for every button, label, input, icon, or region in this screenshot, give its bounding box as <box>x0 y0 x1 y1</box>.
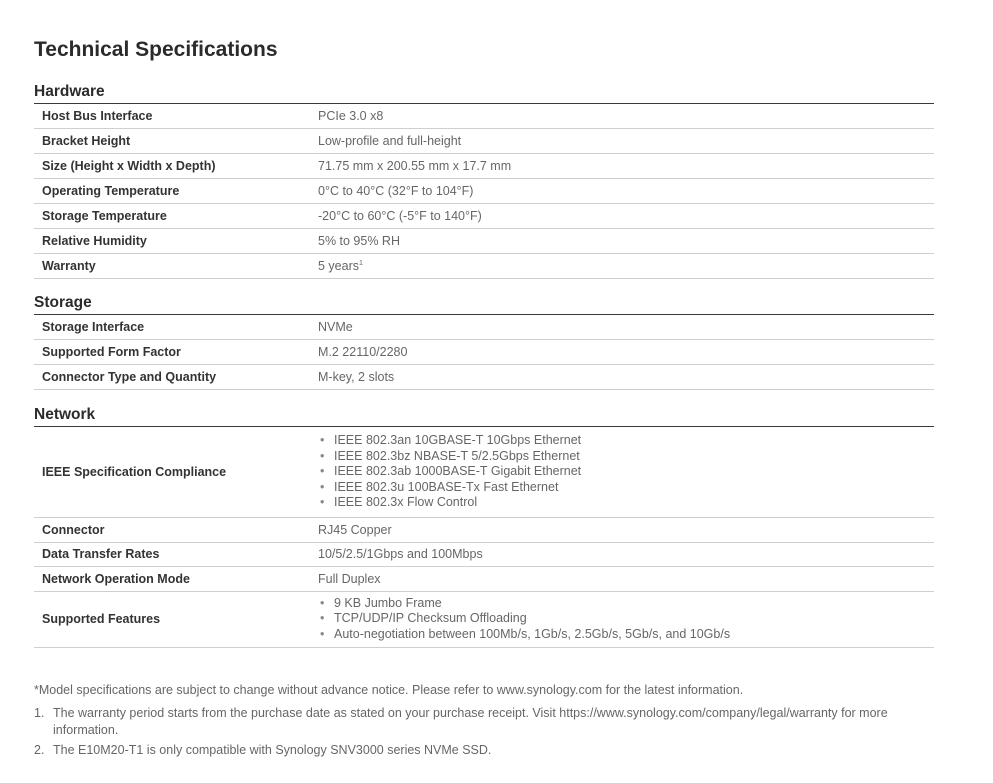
spec-label: Bracket Height <box>42 134 131 148</box>
bullet-icon: • <box>320 626 325 641</box>
spec-label: IEEE Specification Compliance <box>42 465 227 479</box>
spec-row <box>34 427 934 518</box>
spec-value: PCIe 3.0 x8 <box>318 109 384 123</box>
spec-row <box>34 254 934 279</box>
disclaimer: *Model specifications are subject to change without advance notice. Please refer to www.synology.com for the latest information. <box>34 683 744 697</box>
bullet-icon: • <box>320 448 325 463</box>
list-item: • IEEE 802.3an 10GBASE-T 10Gbps Ethernet <box>320 433 582 448</box>
bullet-icon: • <box>320 495 325 510</box>
bullet-icon: • <box>320 464 325 479</box>
spec-value: RJ45 Copper <box>318 522 392 537</box>
spec-row <box>34 154 934 179</box>
spec-value: 10/5/2.5/1Gbps and 100Mbps <box>318 547 483 562</box>
spec-label: Supported Form Factor <box>42 345 181 359</box>
spec-label: Data Transfer Rates <box>42 547 160 562</box>
spec-row <box>34 567 934 592</box>
spec-row <box>34 179 934 204</box>
spec-value <box>318 433 934 511</box>
spec-label: Network Operation Mode <box>42 571 190 586</box>
spec-value: Full Duplex <box>318 571 381 586</box>
spec-row <box>34 592 934 648</box>
storage-heading: Storage <box>34 292 934 315</box>
network-heading: Network <box>34 404 934 427</box>
spec-value: 71.75 mm x 200.55 mm x 17.7 mm <box>318 159 512 173</box>
hardware-heading: Hardware <box>34 81 934 104</box>
spec-value: Low-profile and full-height <box>318 134 462 148</box>
page-title: Technical Specifications <box>34 38 278 61</box>
footnote-text: The warranty period starts from the purchase date as stated on your purchase receipt. Visit https://www.synology.com/company/legal/warranty for more information. <box>53 706 888 737</box>
features-list <box>318 596 934 643</box>
spec-row <box>34 204 934 229</box>
spec-label: Size (Height x Width x Depth) <box>42 159 216 173</box>
warranty-value: 5 years <box>318 259 359 273</box>
footnote-number: 2. <box>34 743 45 757</box>
bullet-icon: • <box>320 433 325 448</box>
spec-value: M.2 22110/2280 <box>318 345 408 359</box>
footnote-list <box>34 705 934 759</box>
footnotes <box>34 683 934 762</box>
spec-label: Supported Features <box>42 612 161 626</box>
spec-row <box>34 229 934 254</box>
spec-value: -20°C to 60°C (-5°F to 140°F) <box>318 209 482 223</box>
spec-value <box>318 259 934 273</box>
bullet-icon: • <box>320 611 325 626</box>
list-item: • IEEE 802.3bz NBASE-T 5/2.5Gbps Ethernet <box>320 448 580 463</box>
spec-value: 0°C to 40°C (32°F to 104°F) <box>318 184 474 198</box>
footnote-number: 1. <box>34 706 45 720</box>
bullet-icon: • <box>320 595 325 610</box>
list-item: • IEEE 802.3u 100BASE-Tx Fast Ethernet <box>320 479 559 494</box>
spec-row <box>34 315 934 340</box>
footnote-item <box>34 705 934 739</box>
spec-row <box>34 518 934 543</box>
spec-value: 5% to 95% RH <box>318 234 400 248</box>
list-item: • TCP/UDP/IP Checksum Offloading <box>320 611 527 626</box>
spec-value <box>318 596 934 643</box>
spec-label: Relative Humidity <box>42 234 147 248</box>
spec-label: Storage Temperature <box>42 209 167 223</box>
spec-label: Operating Temperature <box>42 184 180 198</box>
ieee-list <box>318 433 934 511</box>
network-section <box>34 404 934 648</box>
spec-label: Storage Interface <box>42 320 145 334</box>
spec-row <box>34 340 934 365</box>
spec-label: Warranty <box>42 259 96 273</box>
footnote-item <box>34 742 934 759</box>
spec-label: Connector <box>42 522 105 537</box>
list-item: • IEEE 802.3ab 1000BASE-T Gigabit Ethernet <box>320 464 582 479</box>
list-item: • IEEE 802.3x Flow Control <box>320 495 478 510</box>
storage-section <box>34 292 934 390</box>
spec-label: Host Bus Interface <box>42 109 153 123</box>
spec-row <box>34 543 934 568</box>
list-item: • Auto-negotiation between 100Mb/s, 1Gb/s, 2.5Gb/s, 5Gb/s, and 10Gb/s <box>320 626 731 641</box>
bullet-icon: • <box>320 479 325 494</box>
list-item: • 9 KB Jumbo Frame <box>320 595 442 610</box>
spec-value: M-key, 2 slots <box>318 370 395 384</box>
footnote-ref: 1 <box>359 259 363 267</box>
spec-row <box>34 129 934 154</box>
hardware-section <box>34 81 934 279</box>
footnote-text: The E10M20-T1 is only compatible with Synology SNV3000 series NVMe SSD. <box>53 743 492 757</box>
spec-label: Connector Type and Quantity <box>42 370 217 384</box>
spec-row <box>34 104 934 129</box>
spec-value: NVMe <box>318 320 353 334</box>
spec-row <box>34 365 934 390</box>
